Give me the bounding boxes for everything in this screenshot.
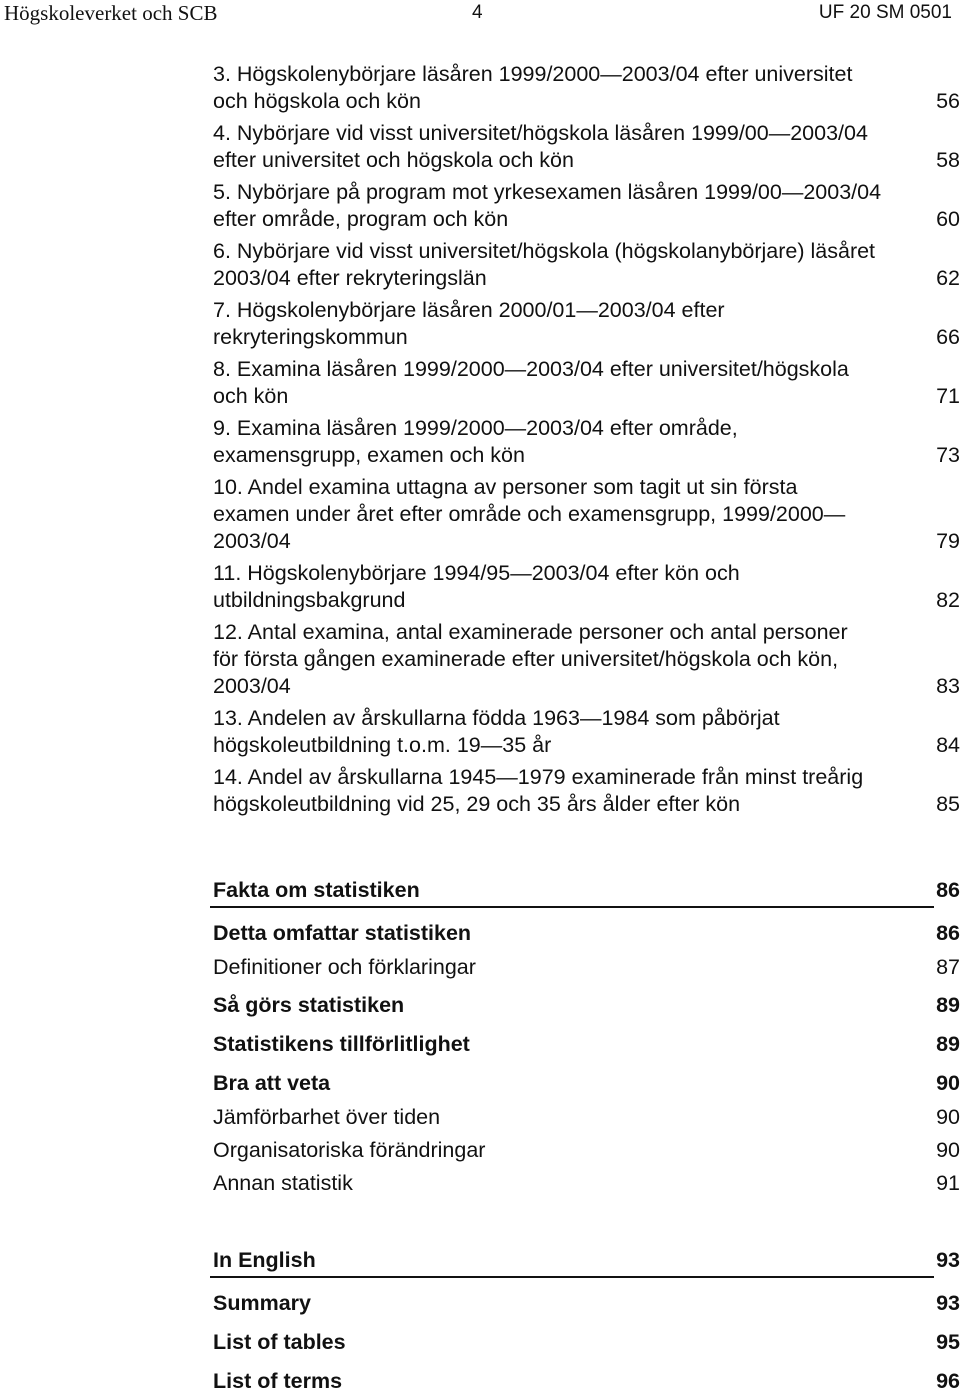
section-item[interactable] — [213, 1137, 960, 1163]
toc-entry-title-line: och högskola och kön — [213, 89, 421, 113]
section-item[interactable] — [213, 954, 960, 980]
section-item-page: 90 — [936, 1071, 960, 1095]
toc-entry-title-line: 12. Antal examina, antal examinerade personer och antal personer — [213, 620, 848, 644]
section-item-label: Så görs statistiken — [213, 993, 405, 1017]
toc-entry-page: 71 — [936, 384, 960, 408]
toc-entry[interactable] — [213, 297, 960, 351]
page-number: 4 — [472, 2, 483, 23]
toc-entry-title-line: utbildningsbakgrund — [213, 588, 406, 612]
toc-entry-page: 58 — [936, 148, 960, 172]
section-item-label: Summary — [213, 1291, 311, 1315]
toc-entry-title-line: 11. Högskolenybörjare 1994/95—2003/04 efter kön och — [213, 561, 740, 585]
toc-entry-title-line: för första gången examinerade efter universitet/högskola och kön, — [213, 647, 839, 671]
toc-entry[interactable] — [213, 120, 960, 174]
toc-entry-title-line: 6. Nybörjare vid visst universitet/högskola (högskolanybörjare) läsåret — [213, 239, 876, 263]
section-item-page: 90 — [936, 1138, 960, 1162]
toc-entry[interactable] — [213, 356, 960, 410]
english-heading[interactable] — [213, 1247, 960, 1273]
fakta-section — [213, 877, 960, 1195]
section-item-page: 93 — [936, 1291, 960, 1315]
toc-entry[interactable] — [213, 764, 960, 818]
section-item-label: Bra att veta — [213, 1071, 331, 1095]
section-heading-page: 86 — [936, 878, 960, 902]
section-item-page: 96 — [936, 1369, 960, 1393]
toc-entry-page: 56 — [936, 89, 960, 113]
toc-entry[interactable] — [213, 705, 960, 759]
section-item-label: Detta omfattar statistiken — [213, 921, 472, 945]
toc-entry-title-line: högskoleutbildning vid 25, 29 och 35 års ålder efter kön — [213, 792, 741, 816]
section-heading-label: In English — [213, 1248, 316, 1272]
toc-entry-title-line: examen under året efter område och examensgrupp, 1999/2000— — [213, 502, 846, 526]
section-item[interactable] — [213, 1031, 960, 1057]
section-item-label: Definitioner och förklaringar — [213, 955, 476, 979]
toc-entry-page: 60 — [936, 207, 960, 231]
section-item-page: 87 — [936, 955, 960, 979]
running-header-publisher: Högskoleverket och SCB — [4, 1, 218, 25]
toc-entry-page: 82 — [936, 588, 960, 612]
toc-entry[interactable] — [213, 619, 960, 700]
table-of-contents-list — [213, 61, 960, 823]
section-item[interactable] — [213, 1104, 960, 1130]
toc-entry[interactable] — [213, 415, 960, 469]
toc-entry-title-line: högskoleutbildning t.o.m. 19—35 år — [213, 733, 552, 757]
section-item-page: 95 — [936, 1330, 960, 1354]
toc-entry-title-line: 10. Andel examina uttagna av personer som tagit ut sin första — [213, 475, 798, 499]
toc-entry-title-line: 5. Nybörjare på program mot yrkesexamen läsåren 1999/00—2003/04 — [213, 180, 882, 204]
section-item-label: Statistikens tillförlitlighet — [213, 1032, 470, 1056]
section-item-label: Annan statistik — [213, 1171, 353, 1195]
toc-entry[interactable] — [213, 560, 960, 614]
section-item-page: 90 — [936, 1105, 960, 1129]
section-item-page: 91 — [936, 1171, 960, 1195]
toc-entry[interactable] — [213, 61, 960, 115]
toc-entry-page: 83 — [936, 674, 960, 698]
toc-entry-title-line: 2003/04 — [213, 529, 291, 553]
english-section — [213, 1247, 960, 1393]
toc-entry-title-line: 14. Andel av årskullarna 1945—1979 examinerade från minst treårig — [213, 765, 864, 789]
section-item-label: List of terms — [213, 1369, 343, 1393]
toc-entry-title-line: 13. Andelen av årskullarna födda 1963—1984 som påbörjat — [213, 706, 780, 730]
section-item[interactable] — [213, 1329, 960, 1355]
toc-entry[interactable] — [213, 179, 960, 233]
toc-entry-title-line: efter universitet och högskola och kön — [213, 148, 574, 172]
toc-entry-page: 62 — [936, 266, 960, 290]
section-heading-label: Fakta om statistiken — [213, 878, 420, 902]
toc-entry-page: 84 — [936, 733, 960, 757]
toc-entry-title-line: 8. Examina läsåren 1999/2000—2003/04 efter universitet/högskola — [213, 357, 849, 381]
section-item[interactable] — [213, 992, 960, 1018]
section-item-label: Jämförbarhet över tiden — [213, 1105, 441, 1129]
toc-entry-page: 73 — [936, 443, 960, 467]
toc-entry-title-line: 9. Examina läsåren 1999/2000—2003/04 efter område, — [213, 416, 738, 440]
fakta-heading[interactable] — [213, 877, 960, 903]
toc-entry-title-line: examensgrupp, examen och kön — [213, 443, 525, 467]
section-item-label: Organisatoriska förändringar — [213, 1138, 486, 1162]
report-code: UF 20 SM 0501 — [818, 2, 952, 23]
section-item-page: 89 — [936, 993, 960, 1017]
toc-entry-title-line: rekryteringskommun — [213, 325, 408, 349]
section-item[interactable] — [213, 920, 960, 946]
toc-entry-title-line: 7. Högskolenybörjare läsåren 2000/01—2003/04 efter — [213, 298, 725, 322]
section-item-label: List of tables — [213, 1330, 346, 1354]
toc-entry-title-line: 3. Högskolenybörjare läsåren 1999/2000—2003/04 efter universitet — [213, 62, 853, 86]
section-item[interactable] — [213, 1070, 960, 1096]
section-item[interactable] — [213, 1290, 960, 1316]
toc-entry-page: 66 — [936, 325, 960, 349]
toc-entry-page: 79 — [936, 529, 960, 553]
section-item[interactable] — [213, 1368, 960, 1394]
toc-entry-title-line: 2003/04 efter rekryteringslän — [213, 266, 487, 290]
toc-entry-title-line: 4. Nybörjare vid visst universitet/högskola läsåren 1999/00—2003/04 — [213, 121, 868, 145]
toc-entry[interactable] — [213, 238, 960, 292]
section-item-page: 89 — [936, 1032, 960, 1056]
toc-entry-page: 85 — [936, 792, 960, 816]
section-divider — [210, 1276, 934, 1278]
toc-entry[interactable] — [213, 474, 960, 555]
section-item[interactable] — [213, 1170, 960, 1196]
toc-entry-title-line: 2003/04 — [213, 674, 291, 698]
toc-entry-title-line: efter område, program och kön — [213, 207, 509, 231]
toc-entry-title-line: och kön — [213, 384, 289, 408]
section-heading-page: 93 — [936, 1248, 960, 1272]
section-divider — [210, 906, 934, 908]
section-item-page: 86 — [936, 921, 960, 945]
